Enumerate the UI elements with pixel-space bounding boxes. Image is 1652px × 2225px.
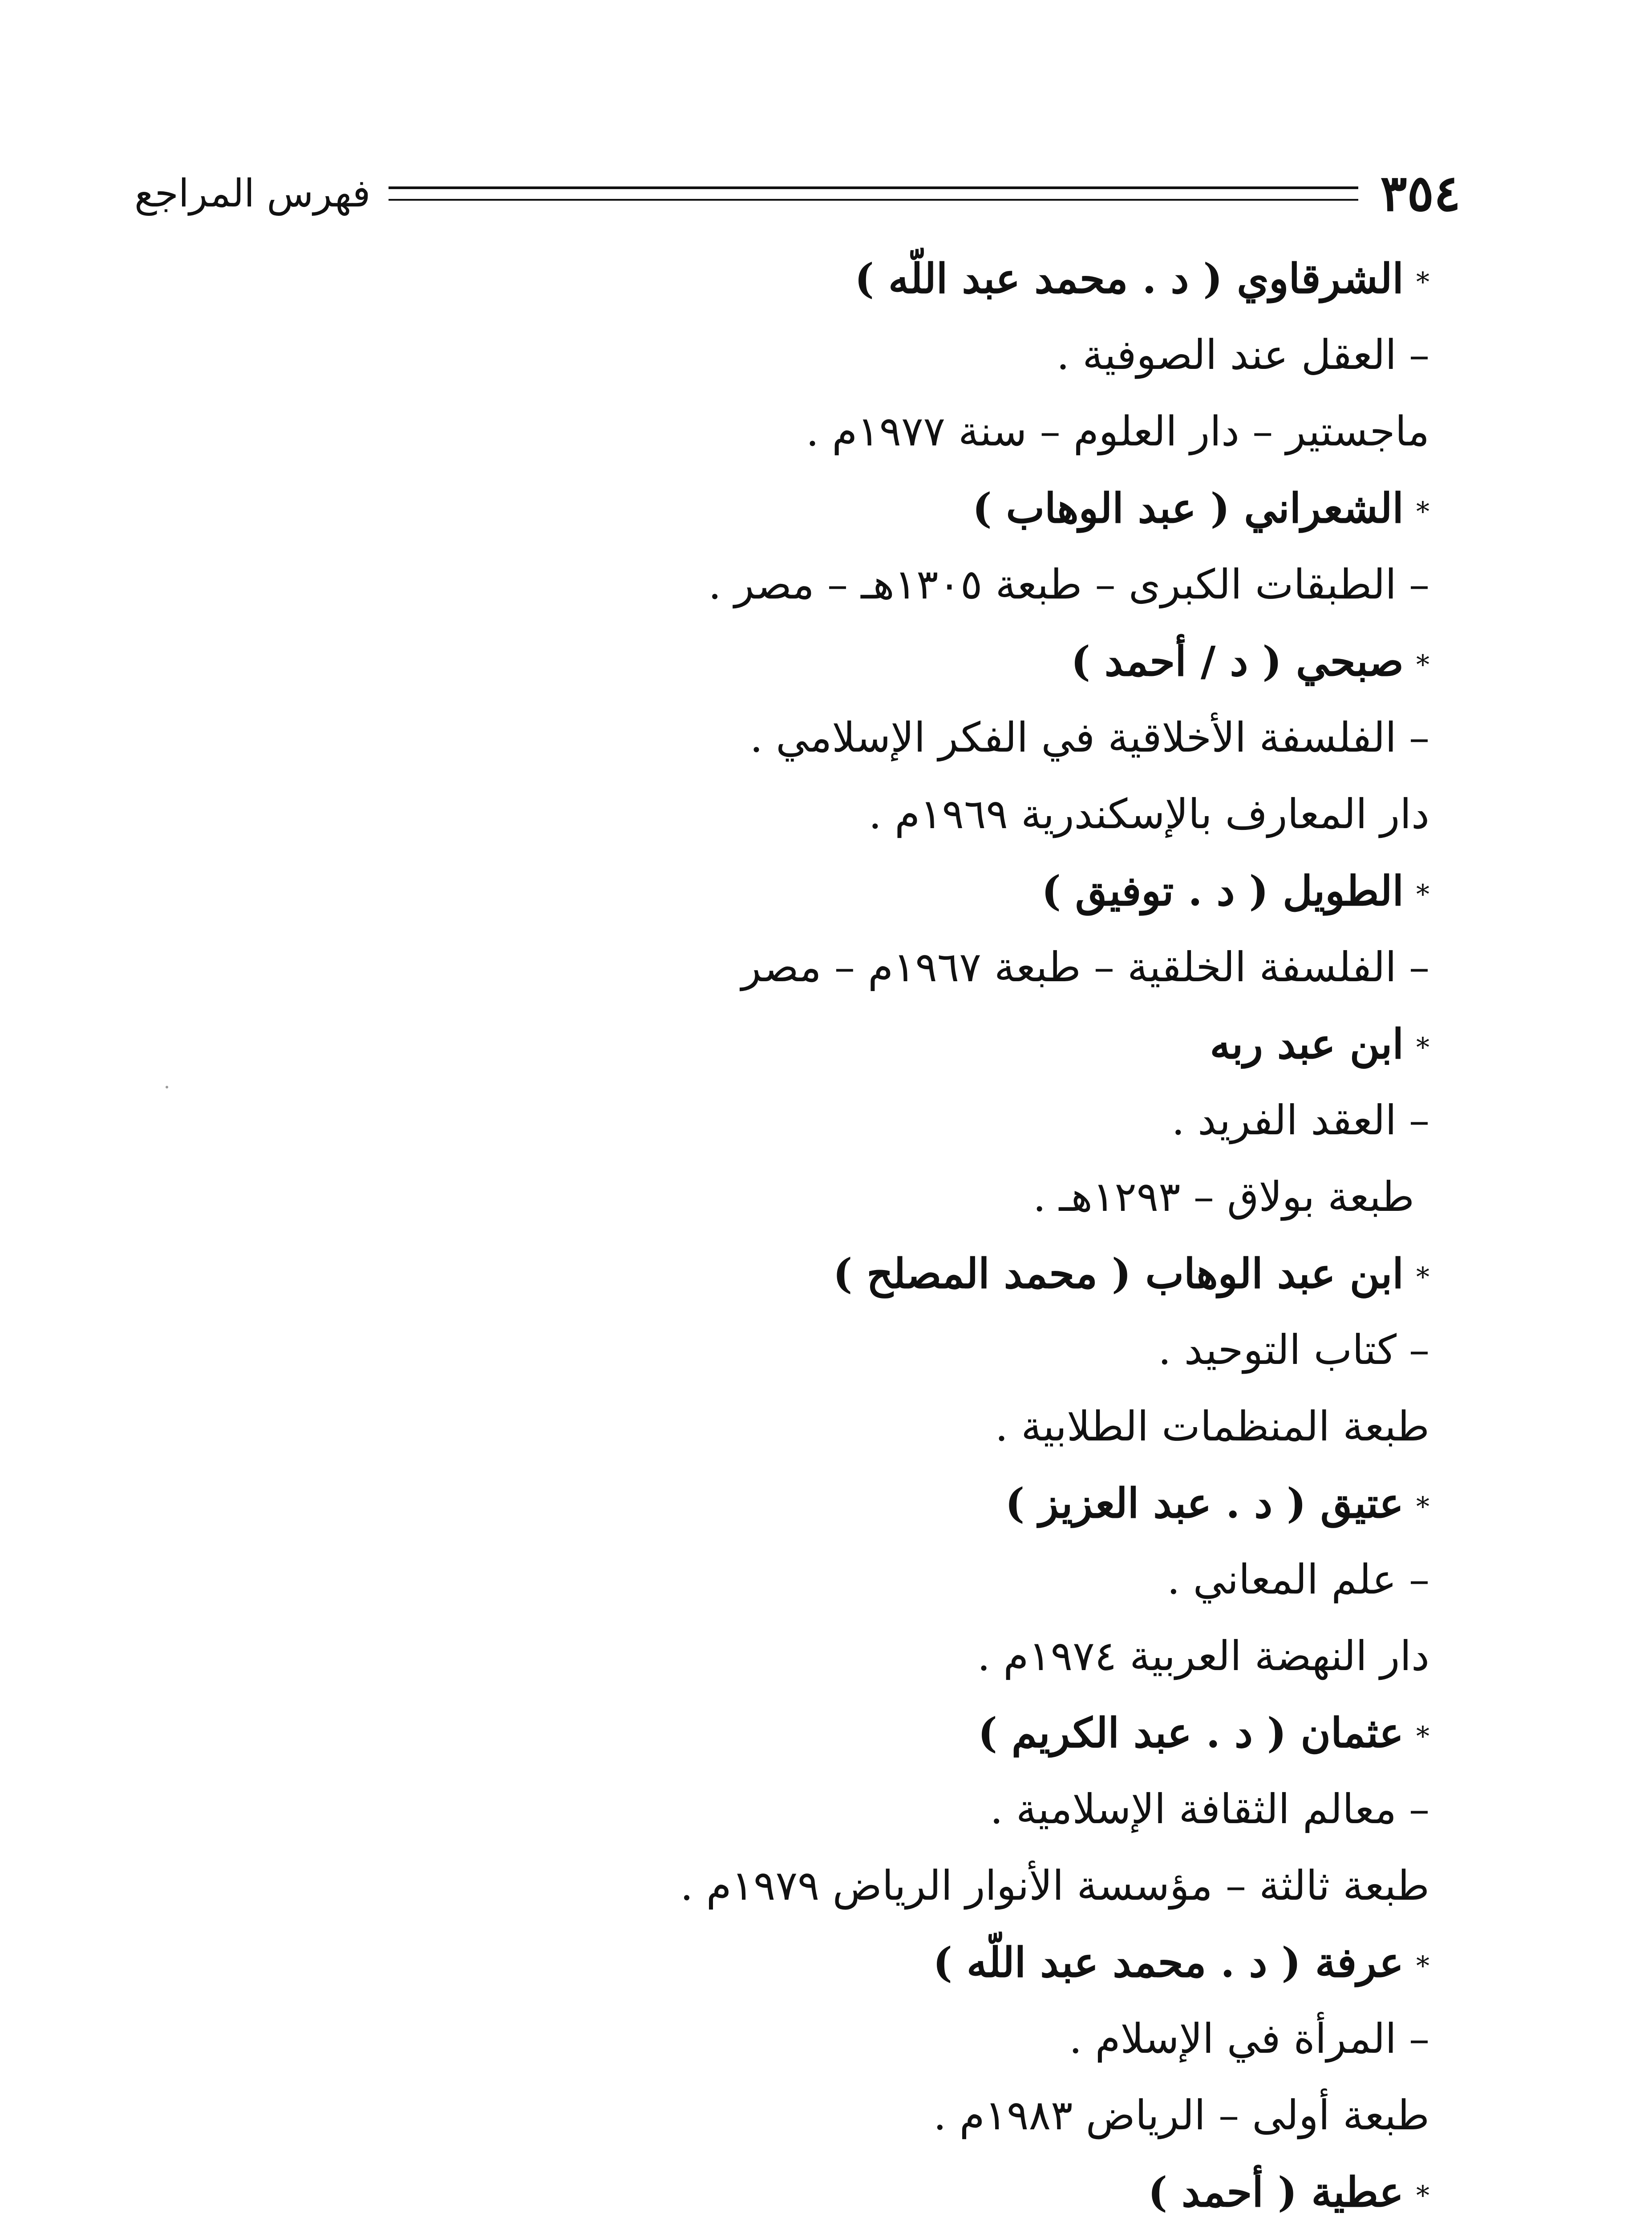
author-name: عتيق ( د . عبد العزيز ) — [1005, 1479, 1404, 1527]
references-list — [139, 240, 1429, 2225]
asterisk-marker: * — [1416, 1032, 1429, 1064]
asterisk-marker: * — [1416, 1721, 1429, 1752]
title-text: كتاب التوحيد . — [1158, 1326, 1397, 1374]
reference-detail: طبعة بولاق – ١٢٩٣هـ . — [1032, 1173, 1414, 1221]
reference-title — [139, 929, 1429, 1006]
reference-author — [139, 240, 1429, 317]
dash-marker: – — [1409, 1785, 1429, 1833]
reference-title — [139, 546, 1429, 623]
reference-detail: دار النهضة العربية ١٩٧٤م . — [977, 1632, 1429, 1680]
dash-marker: – — [1409, 1326, 1429, 1374]
reference-detail: ماجستير – دار العلوم – سنة ١٩٧٧م . — [806, 408, 1429, 455]
dash-marker: – — [1409, 943, 1429, 991]
author-name: الطويل ( د . توفيق ) — [1041, 867, 1404, 915]
asterisk-marker: * — [1416, 2180, 1429, 2212]
dash-marker: – — [1409, 714, 1429, 761]
section-title: فهرس المراجع — [134, 171, 371, 216]
asterisk-marker: * — [1416, 1491, 1429, 1523]
asterisk-marker: * — [1416, 267, 1429, 298]
reference-author — [139, 470, 1429, 546]
reference-detail: طبعة أولى – الرياض ١٩٨٣م . — [933, 2092, 1429, 2139]
title-text: الفلسفة الأخلاقية في الفكر الإسلامي . — [749, 714, 1397, 761]
asterisk-marker: * — [1416, 649, 1429, 681]
page-number: ٣٥٤ — [1380, 164, 1461, 222]
author-name: الشرقاوي ( د . محمد عبد اللّه ) — [854, 255, 1404, 303]
running-header — [134, 160, 1461, 227]
dash-marker: – — [1409, 1096, 1429, 1144]
scan-speck — [166, 1086, 168, 1088]
title-text: العقد الفريد . — [1171, 1096, 1397, 1144]
reference-author — [139, 2154, 1429, 2225]
reference-detail: طبعة ثالثة – مؤسسة الأنوار الرياض ١٩٧٩م . — [680, 1862, 1429, 1909]
reference-title — [139, 317, 1429, 393]
reference-author — [139, 1465, 1429, 1541]
reference-title — [139, 2001, 1429, 2077]
reference-author — [139, 853, 1429, 929]
reference-title — [139, 1312, 1429, 1388]
author-name: عثمان ( د . عبد الكريم ) — [978, 1709, 1404, 1757]
reference-author — [139, 1006, 1429, 1082]
author-name: صبحي ( د / أحمد ) — [1071, 637, 1404, 685]
title-text: المرأة في الإسلام . — [1069, 2015, 1397, 2063]
dash-marker: – — [1409, 2015, 1429, 2063]
reference-title — [139, 700, 1429, 776]
reference-author — [139, 623, 1429, 700]
reference-author — [139, 1924, 1429, 2001]
title-text: الطبقات الكبرى – طبعة ١٣٠٥هـ – مصر . — [708, 561, 1397, 608]
author-name: عرفة ( د . محمد عبد اللّه ) — [933, 1938, 1404, 1986]
reference-detail: طبعة المنظمات الطلابية . — [995, 1403, 1429, 1450]
asterisk-marker: * — [1416, 1262, 1429, 1293]
reference-title — [139, 1541, 1429, 1618]
dash-marker: – — [1409, 331, 1429, 379]
author-name: عطية ( أحمد ) — [1148, 2168, 1404, 2216]
title-text: الفلسفة الخلقية – طبعة ١٩٦٧م – مصر — [741, 943, 1397, 991]
author-name: الشعراني ( عبد الوهاب ) — [972, 484, 1404, 532]
dash-marker: – — [1409, 561, 1429, 608]
author-name: ابن عبد ربه — [1210, 1020, 1404, 1068]
title-text: العقل عند الصوفية . — [1056, 331, 1397, 379]
reference-author — [139, 1695, 1429, 1771]
dash-marker: – — [1409, 1556, 1429, 1603]
header-rule — [389, 186, 1358, 201]
reference-title — [139, 1771, 1429, 1848]
asterisk-marker: * — [1416, 1950, 1429, 1982]
reference-author — [139, 1235, 1429, 1312]
asterisk-marker: * — [1416, 496, 1429, 528]
author-name: ابن عبد الوهاب ( محمد المصلح ) — [833, 1250, 1404, 1298]
reference-detail: دار المعارف بالإسكندرية ١٩٦٩م . — [868, 790, 1429, 838]
reference-title — [139, 1082, 1429, 1159]
asterisk-marker: * — [1416, 879, 1429, 910]
title-text: علم المعاني . — [1167, 1556, 1397, 1603]
title-text: معالم الثقافة الإسلامية . — [990, 1785, 1397, 1833]
